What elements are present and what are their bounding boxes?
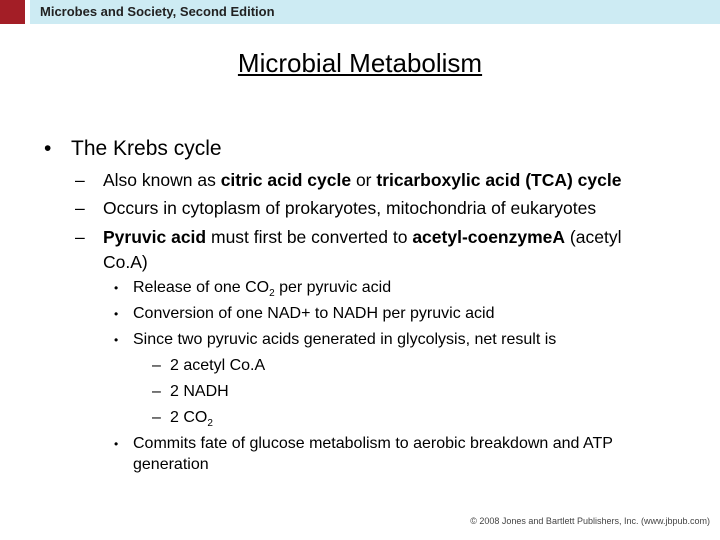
result-nadh <box>152 383 229 401</box>
text-bold: tricarboxylic acid (TCA) cycle <box>376 170 622 190</box>
dash-marker: – <box>75 170 85 190</box>
point-nad <box>114 305 495 323</box>
bullet-marker: • <box>114 307 119 321</box>
point-commits-fate <box>114 435 613 453</box>
sub-bullet-pyruvic-cont: Co.A) <box>103 252 148 272</box>
bullet-marker: • <box>114 437 119 451</box>
slide-title: Microbial Metabolism <box>237 48 483 78</box>
text: 2 acetyl Co.A <box>170 357 266 374</box>
text-bold: citric acid cycle <box>220 170 352 190</box>
text: must first be converted to <box>206 227 413 247</box>
point-release-co2 <box>114 279 392 300</box>
text: (acetyl <box>565 227 622 247</box>
subscript: 2 <box>207 418 213 430</box>
subscript: 2 <box>269 288 275 300</box>
text: Release of one CO <box>133 279 270 296</box>
dash-marker: – <box>152 383 161 400</box>
result-acetyl <box>152 357 266 375</box>
header-band <box>30 0 720 24</box>
bullet-marker: • <box>44 137 52 160</box>
sub-bullet-known-as <box>75 170 622 191</box>
dash-marker: – <box>75 227 85 247</box>
sub-bullet-occurs <box>75 198 597 219</box>
point-net-result <box>114 331 557 349</box>
text-bold: Pyruvic acid <box>103 227 207 247</box>
text: per pyruvic acid <box>274 279 392 296</box>
dash-marker: – <box>152 409 161 426</box>
text: Conversion of one NAD+ to NADH per pyruvic acid <box>133 305 495 322</box>
result-co2 <box>152 409 213 430</box>
text: Commits fate of glucose metabolism to aerobic breakdown and ATP <box>133 435 613 452</box>
text: 2 NADH <box>170 383 229 400</box>
text: 2 CO <box>170 409 208 426</box>
text-bold: acetyl-coenzymeA <box>412 227 566 247</box>
dash-marker: – <box>75 198 85 218</box>
book-title: Microbes and Society, Second Edition <box>40 4 275 19</box>
copyright-footer: © 2008 Jones and Bartlett Publishers, Inc. (www.jbpub.com) <box>470 516 710 526</box>
header-accent <box>0 0 25 24</box>
bullet-krebs <box>44 137 222 161</box>
bullet-marker: • <box>114 333 119 347</box>
dash-marker: – <box>152 357 161 374</box>
text: or <box>351 170 377 190</box>
point-commits-fate-cont: generation <box>133 456 209 473</box>
sub-bullet-pyruvic <box>75 227 622 248</box>
bullet-text: The Krebs cycle <box>71 137 222 160</box>
text: Also known as <box>103 170 221 190</box>
text: Since two pyruvic acids generated in glycolysis, net result is <box>133 331 557 348</box>
text: Occurs in cytoplasm of prokaryotes, mitochondria of eukaryotes <box>103 198 597 218</box>
bullet-marker: • <box>114 281 119 295</box>
